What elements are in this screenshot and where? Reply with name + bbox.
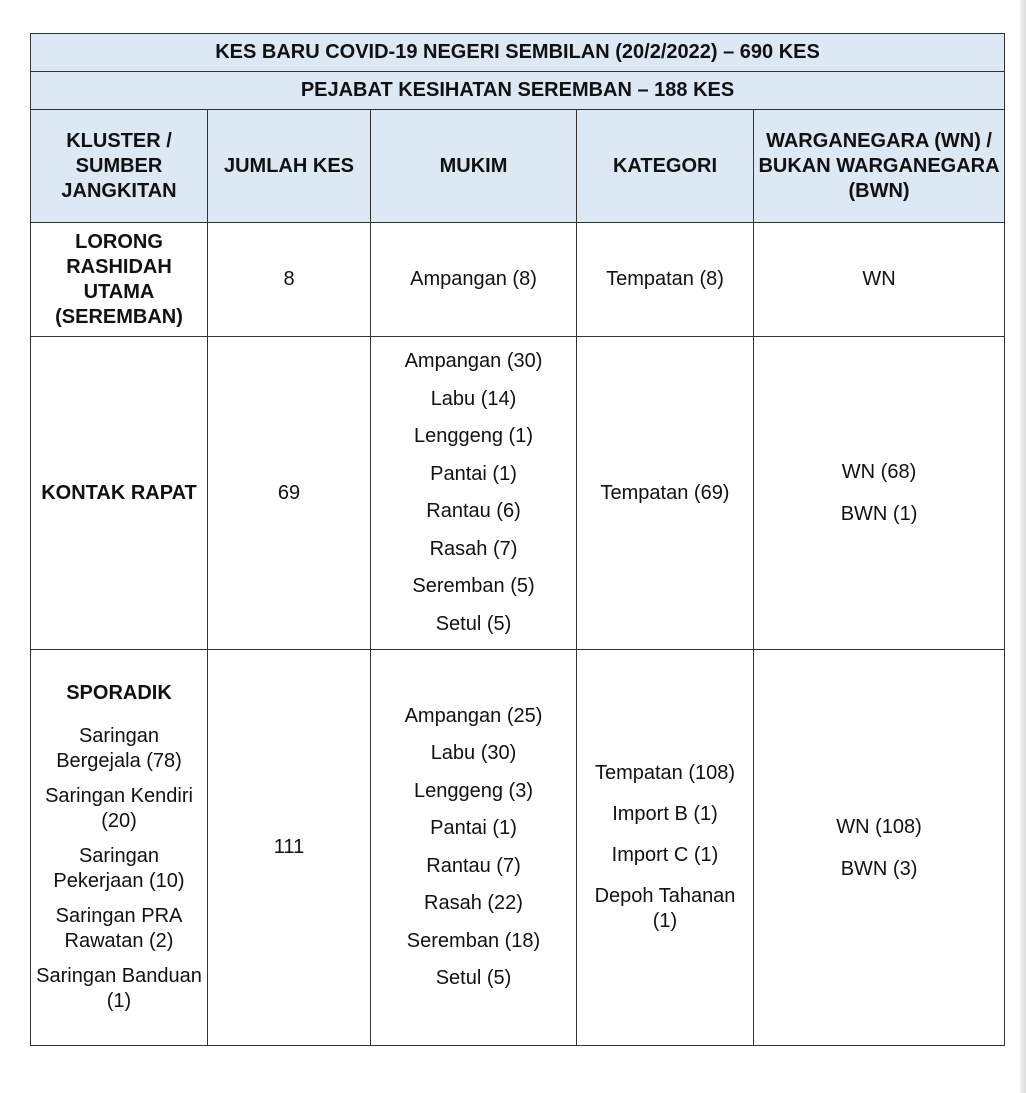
- wn-cell: [754, 650, 1005, 1046]
- mukim-item: Labu (14): [430, 387, 517, 410]
- mukim-item: Pantai (1): [430, 817, 517, 839]
- mukim-cell: [371, 337, 577, 650]
- kluster-cell: LORONG RASHIDAH UTAMA (SEREMBAN): [31, 223, 208, 337]
- mukim-item: Ampangan (25): [404, 704, 543, 727]
- kategori-cell: [577, 337, 754, 650]
- kluster-subitem: Saringan Pekerjaan (10): [53, 845, 185, 892]
- wn-item: WN (108): [836, 815, 922, 838]
- header-warganegara: WARGANEGARA (WN) / BUKAN WARGANEGARA (BWN): [754, 110, 1005, 223]
- wn-item: WN (68): [841, 461, 917, 483]
- kluster-subitem: Saringan PRA Rawatan (2): [55, 905, 183, 952]
- mukim-item: Ampangan (8): [410, 268, 537, 290]
- header-mukim: MUKIM: [371, 110, 577, 223]
- kategori-item: Import B (1): [612, 803, 718, 825]
- mukim-item: Ampangan (30): [404, 350, 543, 372]
- kategori-item: Tempatan (69): [600, 481, 730, 504]
- wn-cell: [754, 337, 1005, 650]
- header-kategori: KATEGORI: [577, 110, 754, 223]
- kategori-item: Depoh Tahanan (1): [594, 885, 736, 932]
- table-title: KES BARU COVID-19 NEGERI SEMBILAN (20/2/2022) – 690 KES: [31, 34, 1005, 72]
- wn-item: BWN (1): [840, 503, 918, 525]
- wn-item: BWN (3): [840, 857, 918, 880]
- mukim-item: Lenggeng (1): [414, 425, 533, 447]
- jumlah-cell: 111: [208, 650, 371, 1046]
- kategori-item: Tempatan (8): [606, 268, 724, 290]
- header-jumlah: JUMLAH KES: [208, 110, 371, 223]
- table-row: [31, 650, 1005, 1046]
- mukim-item: Labu (30): [430, 742, 517, 764]
- table-subtitle: PEJABAT KESIHATAN SEREMBAN – 188 KES: [31, 72, 1005, 110]
- covid-cases-table: [30, 33, 1005, 1046]
- mukim-item: Setul (5): [435, 967, 512, 989]
- mukim-item: Seremban (18): [406, 929, 541, 952]
- kluster-subitem: Saringan Banduan (1): [36, 965, 202, 1012]
- mukim-item: Setul (5): [435, 612, 512, 635]
- mukim-item: Lenggeng (3): [414, 779, 533, 802]
- kluster-title: SPORADIK: [66, 682, 172, 704]
- page-edge-shadow: [1020, 0, 1026, 1093]
- jumlah-cell: 8: [208, 223, 371, 337]
- mukim-item: Pantai (1): [430, 462, 517, 485]
- kategori-cell: [577, 650, 754, 1046]
- wn-cell: [754, 223, 1005, 337]
- header-kluster: KLUSTER / SUMBER JANGKITAN: [31, 110, 208, 223]
- mukim-item: Rantau (6): [426, 500, 521, 522]
- wn-item: WN: [862, 268, 896, 290]
- table-row: [31, 223, 1005, 337]
- jumlah-cell: 69: [208, 337, 371, 650]
- mukim-item: Seremban (5): [412, 575, 535, 597]
- mukim-cell: [371, 650, 577, 1046]
- mukim-item: Rasah (22): [424, 892, 523, 914]
- kluster-subitem: Saringan Bergejala (78): [56, 725, 182, 772]
- kluster-cell: [31, 650, 208, 1046]
- kategori-item: Import C (1): [611, 844, 719, 866]
- kluster-subitem: Saringan Kendiri (20): [45, 785, 193, 832]
- kategori-item: Tempatan (108): [594, 762, 736, 784]
- mukim-cell: [371, 223, 577, 337]
- table-row: [31, 337, 1005, 650]
- mukim-item: Rantau (7): [426, 854, 521, 877]
- kategori-cell: [577, 223, 754, 337]
- kluster-cell: KONTAK RAPAT: [31, 337, 208, 650]
- header-row: [31, 110, 1005, 223]
- mukim-item: Rasah (7): [429, 537, 518, 560]
